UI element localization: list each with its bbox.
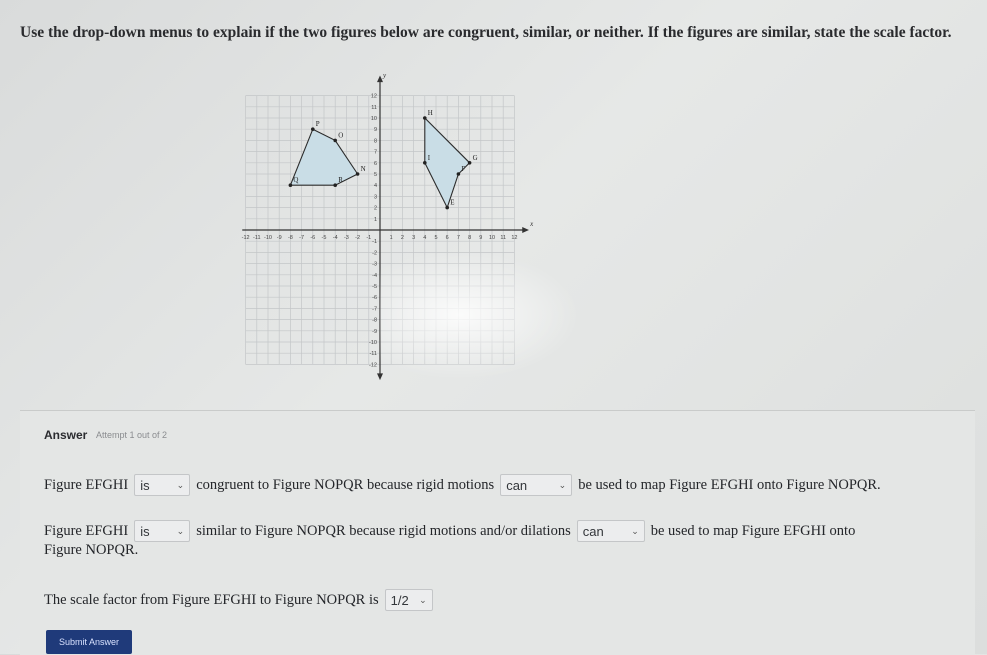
line3-text-a: The scale factor from Figure EFGHI to Figure NOPQR is xyxy=(44,591,379,608)
figure-nopqr-vertex-label: R xyxy=(338,176,343,185)
figure-efghi-vertex-label: H xyxy=(427,109,433,117)
x-tick-label: 8 xyxy=(468,235,472,241)
figure-efghi-vertex xyxy=(468,161,472,165)
figure-nopqr-vertex xyxy=(333,139,337,143)
y-tick-label: 3 xyxy=(373,194,377,201)
line1-text-b: congruent to Figure NOPQR because rigid motions xyxy=(196,476,495,493)
line2-text-a: Figure EFGHI xyxy=(44,522,129,539)
figure-nopqr-vertex xyxy=(289,183,293,187)
figure-nopqr-vertex xyxy=(333,183,337,187)
y-tick-label: -5 xyxy=(372,284,377,290)
answer-heading: Answer xyxy=(44,428,88,442)
similar-can-dropdown[interactable] xyxy=(577,520,645,542)
figure-nopqr-vertex xyxy=(311,127,315,131)
figure-efghi-vertex xyxy=(423,161,427,165)
x-tick-label: 11 xyxy=(500,235,507,241)
y-tick-label: -9 xyxy=(372,328,377,335)
y-tick-label: 2 xyxy=(373,205,377,212)
coordinate-graph xyxy=(230,62,550,392)
y-tick-label: 11 xyxy=(371,104,377,111)
figure-nopqr xyxy=(290,129,357,185)
x-tick-label: -3 xyxy=(343,235,349,241)
attempt-counter: Attempt 1 out of 2 xyxy=(96,430,168,440)
chevron-down-icon: ⌄ xyxy=(176,525,185,536)
chevron-down-icon: ⌄ xyxy=(558,479,567,490)
y-tick-label: 4 xyxy=(373,183,377,190)
line2-text-b: similar to Figure NOPQR because rigid motions and/or dilations xyxy=(196,522,571,539)
x-tick-label: 3 xyxy=(412,235,416,241)
y-tick-label: -6 xyxy=(372,295,377,302)
x-tick-label: -8 xyxy=(287,235,293,241)
line2-continuation: Figure NOPQR. xyxy=(44,542,139,558)
figure-efghi-vertex xyxy=(445,206,449,210)
similar-can-value: can xyxy=(582,523,604,539)
x-tick-label: 9 xyxy=(479,235,483,241)
x-tick-label: -10 xyxy=(264,235,272,241)
y-tick-label: -12 xyxy=(369,362,377,369)
question-prompt: Use the drop-down menus to explain if the two figures below are congruent, similar, or neither. If the figures are similar, state the scale factor. xyxy=(20,24,952,41)
line2-text-c: be used to map Figure EFGHI onto xyxy=(650,522,856,539)
line1-text-c: be used to map Figure EFGHI onto Figure NOPQR. xyxy=(578,476,881,493)
x-tick-label: -5 xyxy=(321,235,327,241)
y-tick-label: 7 xyxy=(373,149,377,156)
x-axis-arrow xyxy=(522,227,529,233)
y-tick-label: 8 xyxy=(373,138,377,145)
answer-line-similar-cont xyxy=(44,542,144,559)
chevron-down-icon: ⌄ xyxy=(176,479,185,490)
y-tick-label: 10 xyxy=(370,116,377,122)
figure-nopqr-vertex-label: N xyxy=(360,165,366,173)
y-tick-label: -8 xyxy=(372,317,377,324)
figure-efghi-vertex-label: E xyxy=(450,198,455,207)
answer-line-congruent xyxy=(44,474,887,496)
x-tick-label: -6 xyxy=(310,235,316,241)
x-tick-label: -7 xyxy=(299,235,305,241)
y-tick-label: 1 xyxy=(373,216,377,223)
y-tick-label: 5 xyxy=(373,172,377,178)
x-tick-label: -12 xyxy=(241,235,250,241)
x-tick-label: 12 xyxy=(511,235,518,241)
y-tick-label: -7 xyxy=(372,306,377,313)
similar-is-dropdown[interactable] xyxy=(134,520,190,542)
scale-factor-dropdown[interactable] xyxy=(385,589,433,611)
figure-efghi-vertex-label: F xyxy=(461,165,466,173)
x-tick-label: -11 xyxy=(253,235,261,241)
y-tick-label: -11 xyxy=(369,351,377,358)
coordinate-plane-svg xyxy=(230,62,550,392)
x-tick-label: 10 xyxy=(488,235,496,241)
y-tick-label: -4 xyxy=(372,272,377,279)
congruent-can-dropdown[interactable] xyxy=(500,474,572,496)
submit-answer-button[interactable]: Submit Answer xyxy=(46,630,132,654)
answer-panel xyxy=(20,410,975,655)
y-tick-label: -2 xyxy=(372,250,377,257)
y-axis-arrow-bottom xyxy=(377,373,383,380)
figure-nopqr-vertex-label: O xyxy=(338,131,344,140)
x-tick-label: 2 xyxy=(400,235,404,241)
figure-efghi-vertex-label: G xyxy=(472,153,478,162)
congruent-is-value: is xyxy=(140,477,150,493)
y-tick-label: -3 xyxy=(372,261,377,268)
x-tick-label: -9 xyxy=(276,235,282,241)
line1-text-a: Figure EFGHI xyxy=(44,476,129,493)
figure-nopqr-vertex-label: P xyxy=(315,120,320,129)
scale-factor-value: 1/2 xyxy=(390,592,409,608)
y-axis-label: y xyxy=(383,71,387,80)
y-tick-label: 6 xyxy=(373,160,377,167)
x-tick-label: 1 xyxy=(389,235,393,241)
x-tick-label: 5 xyxy=(434,235,438,241)
chevron-down-icon: ⌄ xyxy=(419,594,427,605)
x-axis-label: x xyxy=(530,220,534,228)
chevron-down-icon: ⌄ xyxy=(631,525,639,536)
congruent-is-dropdown[interactable] xyxy=(134,474,190,496)
x-tick-label: 4 xyxy=(423,235,427,241)
x-tick-label: -2 xyxy=(355,235,361,241)
figure-nopqr-vertex-label: Q xyxy=(293,176,299,185)
x-tick-label: 6 xyxy=(445,235,449,241)
similar-is-value: is xyxy=(140,523,150,539)
y-tick-label: 12 xyxy=(370,93,377,100)
y-tick-label: 9 xyxy=(373,127,377,134)
congruent-can-value: can xyxy=(506,477,528,493)
y-tick-label: -1 xyxy=(372,239,377,246)
y-tick-label: -10 xyxy=(369,340,377,346)
x-tick-label: 7 xyxy=(456,235,460,241)
x-tick-label: -1 xyxy=(366,235,372,241)
figure-efghi-vertex-label: I xyxy=(427,153,431,162)
figure-efghi-vertex xyxy=(457,172,461,176)
answer-line-similar xyxy=(44,520,861,542)
answer-line-scale xyxy=(44,589,439,611)
figure-efghi-vertex xyxy=(423,116,427,120)
figure-nopqr-vertex xyxy=(356,172,360,176)
x-tick-label: -4 xyxy=(332,235,338,241)
